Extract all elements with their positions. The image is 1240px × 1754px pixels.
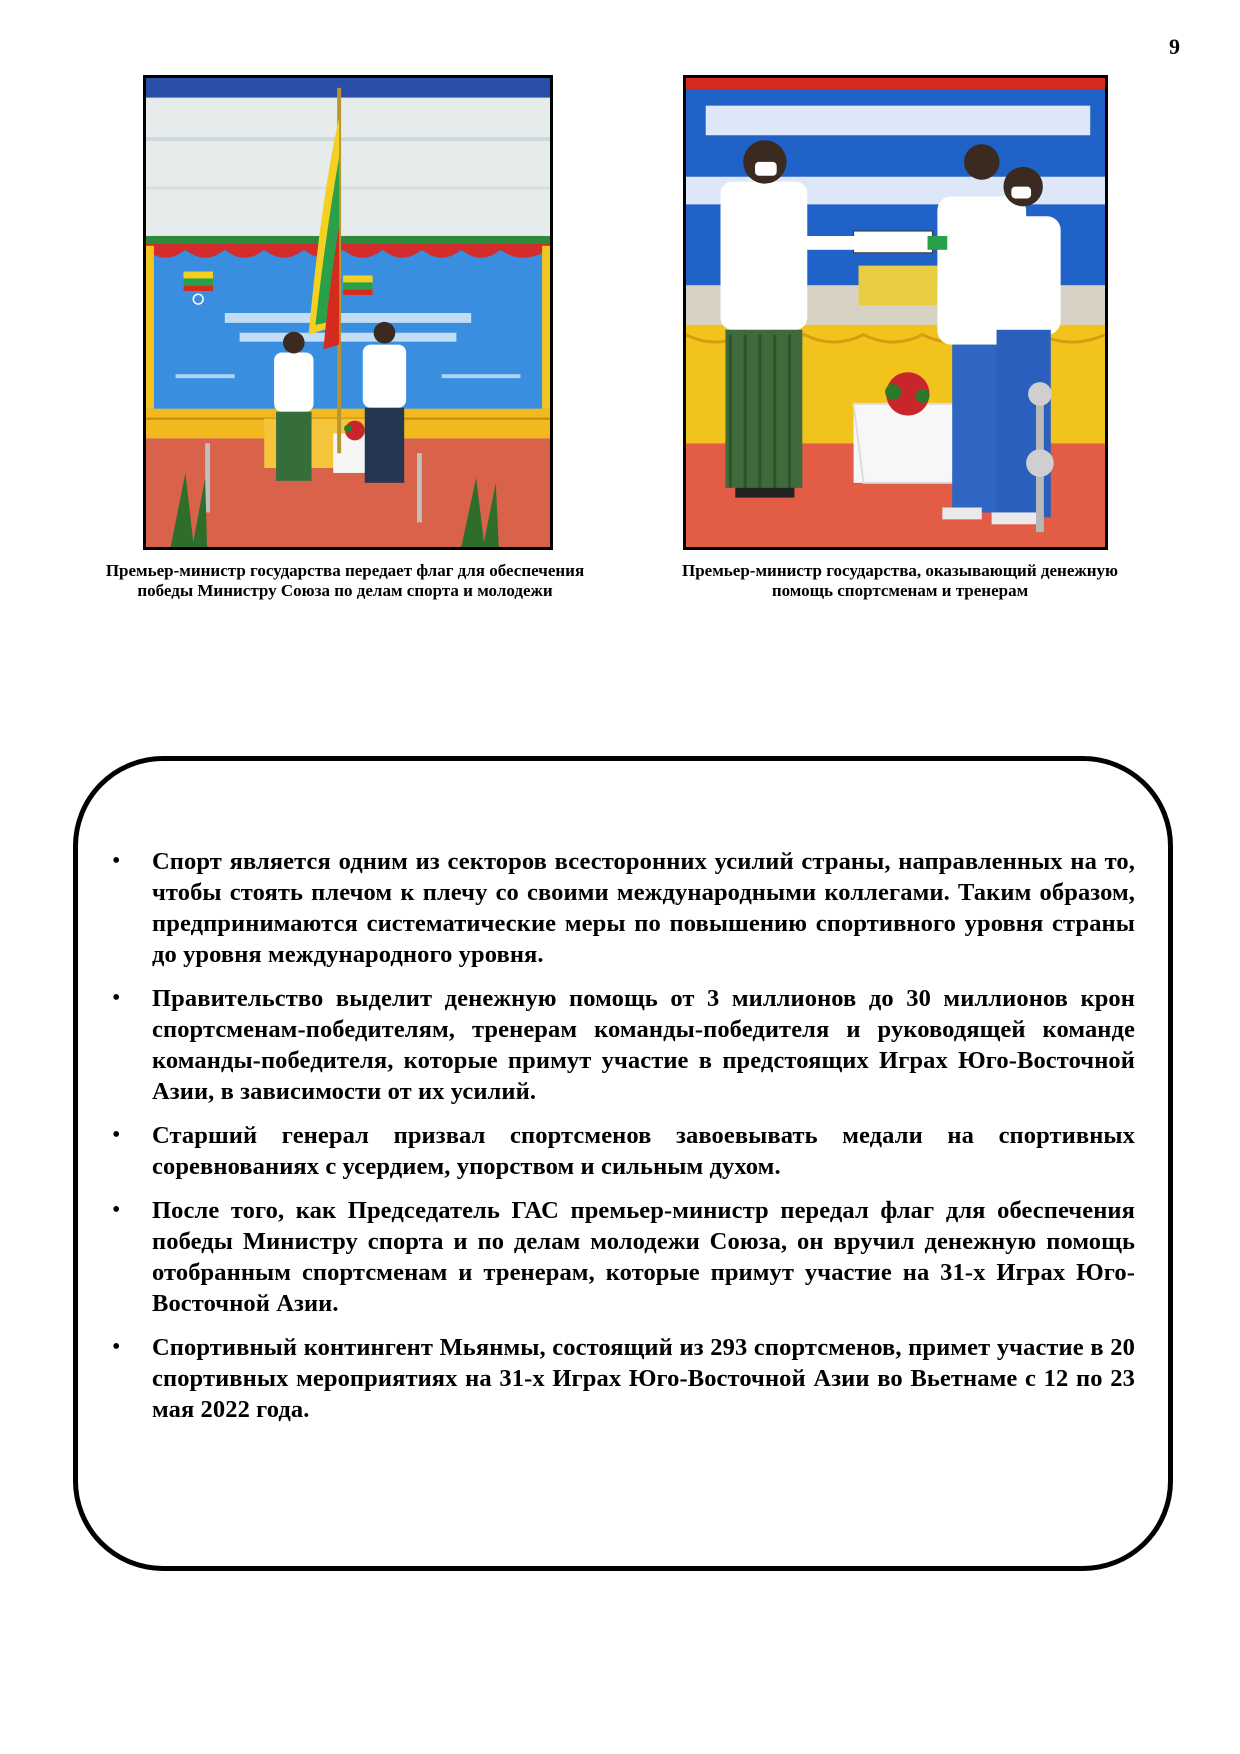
bullet-text: После того, как Председатель ГАС премьер-министр передал флаг для обеспечения победы Министру спорта и по делам молодежи Союза, он вручил денежную помощь отобранным спортсменам и тренерам, которые примут участие на 31-х Играх Юго-Восточной Азии. xyxy=(152,1197,1135,1317)
list-item xyxy=(100,1195,1135,1319)
page-number: 9 xyxy=(1169,34,1180,59)
photo-caption-cash-presentation: Премьер-министр государства, оказывающий денежную помощь спортсменам и тренерам xyxy=(681,561,1118,600)
list-item xyxy=(100,1120,1135,1182)
photo-caption-flag-handover: Премьер-министр государства передает флаг для обеспечения победы Министру Союза по делам спорта и молодежи xyxy=(105,561,585,600)
list-item xyxy=(100,983,1135,1107)
bullet-text: Правительство выделит денежную помощь от 3 миллионов до 30 миллионов крон спортсменам-победителям, тренерам команды-победителя и руководящей команде команды-победителя, которые примут участие в предстоящих Играх Юго-Восточной Азии, в зависимости от их усилий. xyxy=(152,985,1135,1105)
bullet-text: Спортивный контингент Мьянмы, состоящий из 293 спортсменов, примет участие в 20 спортивных мероприятиях на 31-х Играх Юго-Восточной Азии во Вьетнаме с 12 по 23 мая 2022 года. xyxy=(152,1334,1135,1423)
bullet-text: Спорт является одним из секторов всесторонних усилий страны, направленных на то, чтобы стоять плечом к плечу со своими международными коллегами. Таким образом, предпринимаются систематические меры по повышению спортивного уровня страны до уровня международного уровня. xyxy=(152,848,1135,968)
flag-handover-photo xyxy=(143,75,553,550)
bullet-icon: • xyxy=(112,1122,121,1148)
list-item xyxy=(100,846,1135,970)
bullet-icon: • xyxy=(112,985,121,1011)
list-item xyxy=(100,1332,1135,1425)
bullet-icon: • xyxy=(112,1197,121,1223)
summary-bullet-list xyxy=(100,846,1135,1438)
bullet-icon: • xyxy=(112,1334,121,1360)
bullet-icon: • xyxy=(112,848,121,874)
bullet-text: Старший генерал призвал спортсменов завоевывать медали на спортивных соревнованиях с усердием, упорством и сильным духом. xyxy=(152,1122,1135,1180)
cash-presentation-photo xyxy=(683,75,1108,550)
